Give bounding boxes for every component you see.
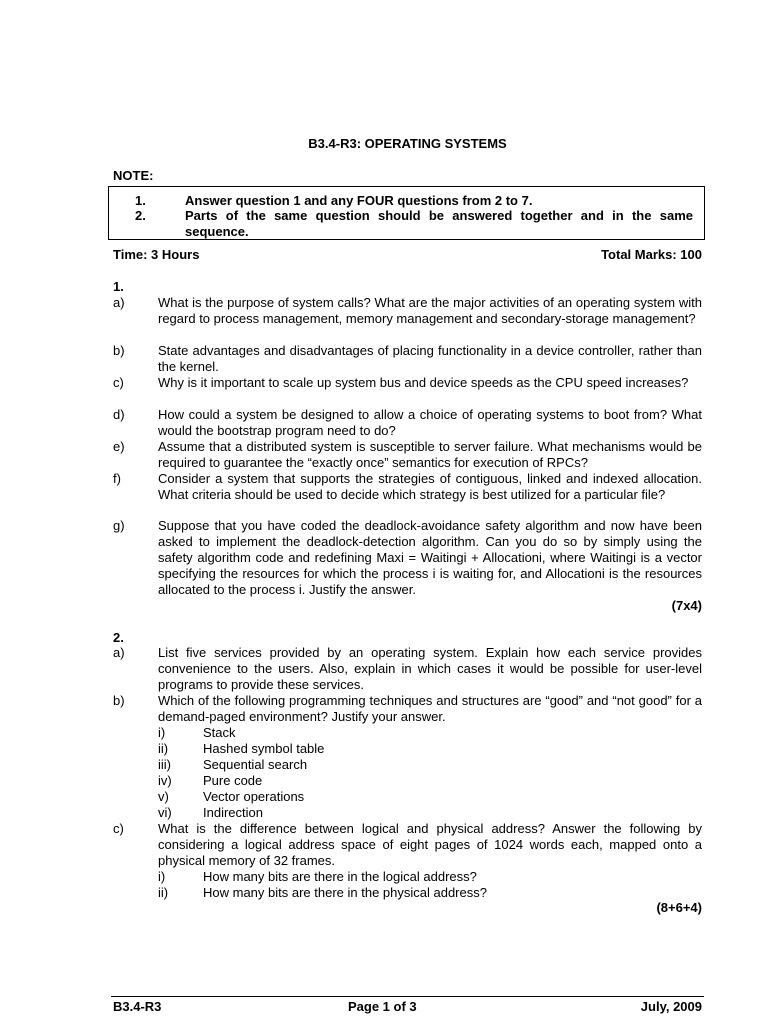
sub-label: v) bbox=[158, 789, 169, 804]
part-label: f) bbox=[113, 471, 121, 486]
part-text: Suppose that you have coded the deadlock-avoidance safety algorithm and now have been asked to implement the deadlock-detection algorithm. Can you do so by simply using the safety algorithm code and redefining Maxi = Waitingi + Allocationi, where Waitingi is a vector specifying the resources for which the process i is waiting for, and Allocationi is the resources allocated to the process i. Justify the answer. bbox=[158, 518, 702, 597]
part-label: g) bbox=[113, 518, 125, 533]
footer-divider bbox=[111, 996, 704, 997]
sub-label: i) bbox=[158, 869, 166, 884]
note-box bbox=[108, 186, 705, 240]
part-text: What is the difference between logical and physical address? Answer the following by considering a logical address space of eight pages of 1024 words each, mapped onto a physical memory of 32 frames. bbox=[158, 821, 702, 868]
part-text: Consider a system that supports the strategies of contiguous, linked and indexed allocation. What criteria should be used to decide which strategy is best utilized for a particular file? bbox=[158, 471, 702, 502]
sub-text: Indirection bbox=[203, 805, 263, 820]
part-text: What is the purpose of system calls? What are the major activities of an operating system with regard to process management, memory management and secondary-storage management? bbox=[158, 295, 702, 326]
note-text: Parts of the same question should be answered together and in the same sequence. bbox=[185, 208, 693, 239]
part-label: b) bbox=[113, 693, 125, 708]
part-text: Assume that a distributed system is susceptible to server failure. What mechanisms would be required to guarantee the “exactly once” semantics for execution of RPCs? bbox=[158, 439, 702, 470]
sub-text: How many bits are there in the physical address? bbox=[203, 885, 487, 900]
sub-text: Hashed symbol table bbox=[203, 741, 325, 756]
sub-label: iv) bbox=[158, 773, 172, 788]
note-label: NOTE: bbox=[113, 168, 154, 183]
total-marks: Total Marks: 100 bbox=[601, 247, 702, 262]
question-marks: (7x4) bbox=[671, 598, 702, 613]
sub-text: How many bits are there in the logical address? bbox=[203, 869, 477, 884]
sub-label: ii) bbox=[158, 885, 169, 900]
part-label: b) bbox=[113, 343, 125, 358]
sub-text: Vector operations bbox=[203, 789, 305, 804]
sub-text: Stack bbox=[203, 725, 236, 740]
part-text: Why is it important to scale up system bus and device speeds as the CPU speed increases? bbox=[158, 375, 689, 390]
note-text: Answer question 1 and any FOUR questions from 2 to 7. bbox=[185, 193, 533, 208]
part-text: Which of the following programming techniques and structures are “good” and “not good” for a demand-paged environment? Justify your answer. bbox=[158, 693, 702, 724]
sub-label: iii) bbox=[158, 757, 171, 772]
part-label: c) bbox=[113, 821, 124, 836]
question-number: 2. bbox=[113, 630, 124, 645]
time-allowed: Time: 3 Hours bbox=[113, 247, 200, 262]
footer-page: Page 1 of 3 bbox=[348, 999, 417, 1014]
question-number: 1. bbox=[113, 279, 124, 294]
part-text: List five services provided by an operating system. Explain how each service provides convenience to the users. Also, explain in which cases it would be possible for user-level programs to provide these services. bbox=[158, 645, 702, 692]
note-number: 2. bbox=[135, 208, 146, 223]
part-label: d) bbox=[113, 407, 125, 422]
sub-label: i) bbox=[158, 725, 166, 740]
note-number: 1. bbox=[135, 193, 146, 208]
part-text: How could a system be designed to allow a choice of operating systems to boot from? What would the bootstrap program need to do? bbox=[158, 407, 702, 438]
sub-label: ii) bbox=[158, 741, 169, 756]
footer-code: B3.4-R3 bbox=[113, 999, 162, 1014]
paper-title: B3.4-R3: OPERATING SYSTEMS bbox=[308, 136, 507, 151]
sub-text: Sequential search bbox=[203, 757, 308, 772]
part-text: State advantages and disadvantages of placing functionality in a device controller, rather than the kernel. bbox=[158, 343, 702, 374]
part-label: a) bbox=[113, 295, 125, 310]
footer-date: July, 2009 bbox=[640, 999, 702, 1014]
part-label: c) bbox=[113, 375, 124, 390]
question-marks: (8+6+4) bbox=[656, 900, 702, 915]
part-label: a) bbox=[113, 645, 125, 660]
part-label: e) bbox=[113, 439, 125, 454]
sub-text: Pure code bbox=[203, 773, 263, 788]
sub-label: vi) bbox=[158, 805, 172, 820]
